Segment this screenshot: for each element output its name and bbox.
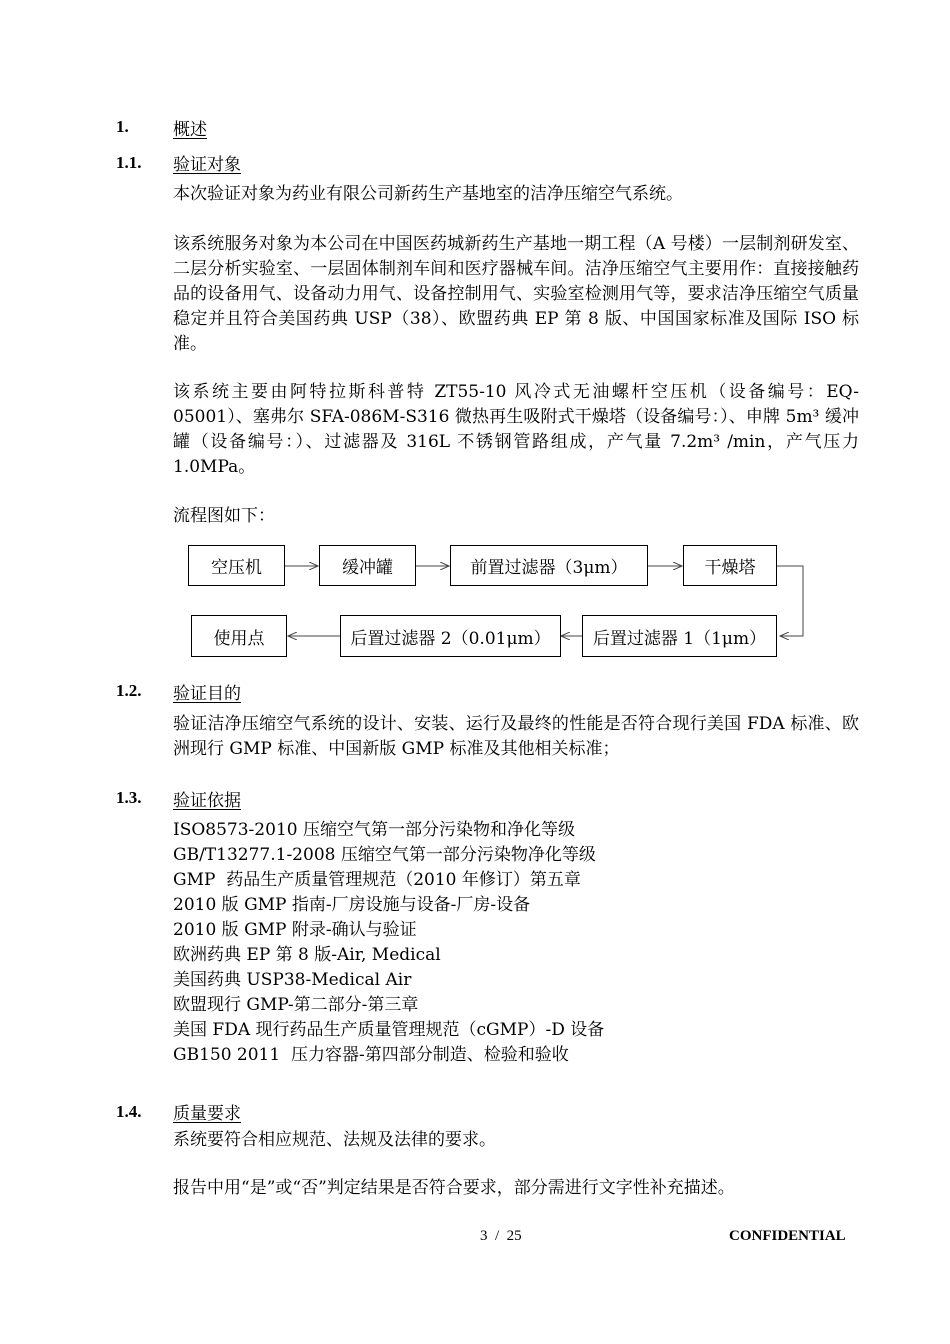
- section-number: 1.4.: [116, 1102, 142, 1121]
- paragraph: 系统要符合相应规范、法规及法律的要求。: [173, 1130, 496, 1150]
- section-number: 1.3.: [116, 788, 142, 807]
- flow-node-buffer-tank: 缓冲罐: [319, 545, 416, 586]
- paragraph: 验证洁净压缩空气系统的设计、安装、运行及最终的性能是否符合现行美国 FDA 标准、欧洲现行 GMP 标准、中国新版 GMP 标准及其他相关标准；: [173, 714, 859, 759]
- paragraph: 报告中用“是”或“否”判定结果是否符合要求，部分需进行文字性补充描述。: [173, 1178, 735, 1198]
- reference-item: 2010 版 GMP 指南-厂房设施与设备-厂房-设备: [173, 895, 531, 915]
- reference-item: 美国 FDA 现行药品生产质量管理规范（cGMP）-D 设备: [173, 1020, 605, 1040]
- section-number: 1.: [116, 117, 129, 136]
- flow-node-dryer: 干燥塔: [683, 545, 777, 586]
- reference-list: [173, 818, 863, 1068]
- flow-node-compressor: 空压机: [188, 545, 285, 586]
- flow-arrow: [777, 566, 803, 636]
- flow-node-post-filter-1: 后置过滤器 1（1μm）: [582, 615, 777, 657]
- reference-item: GB150 2011 压力容器-第四部分制造、检验和验收: [173, 1045, 569, 1065]
- flow-node-post-filter-2: 后置过滤器 2（0.01μm）: [340, 615, 561, 657]
- confidential-label: CONFIDENTIAL: [729, 1228, 846, 1244]
- section-title: 质量要求: [173, 1104, 241, 1124]
- section-title: 验证对象: [173, 155, 241, 175]
- reference-item: GB/T13277.1-2008 压缩空气第一部分污染物净化等级: [173, 845, 596, 865]
- reference-item: 欧洲药典 EP 第 8 版-Air, Medical: [173, 945, 441, 965]
- section-title: 验证依据: [173, 791, 241, 811]
- section-title: 验证目的: [173, 684, 241, 704]
- paragraph: 流程图如下：: [173, 506, 275, 526]
- paragraph: 本次验证对象为药业有限公司新药生产基地室的洁净压缩空气系统。: [173, 184, 683, 204]
- section-number: 1.2.: [116, 681, 142, 700]
- section-number: 1.1.: [116, 153, 142, 172]
- flow-node-pre-filter: 前置过滤器（3μm）: [450, 545, 648, 586]
- reference-item: ISO8573-2010 压缩空气第一部分污染物和净化等级: [173, 820, 575, 840]
- section-title: 概述: [173, 120, 207, 140]
- reference-item: 美国药典 USP38-Medical Air: [173, 970, 412, 990]
- reference-item: 2010 版 GMP 附录-确认与验证: [173, 920, 417, 940]
- paragraph: 该系统服务对象为本公司在中国医药城新药生产基地一期工程（A 号楼）一层制剂研发室、二层分析实验室、一层固体制剂车间和医疗器械车间。洁净压缩空气主要用作：直接接触药品的设备用气、设备动力用气、设备控制用气、实验室检测用气等，要求洁净压缩空气质量稳定并且符合美国药典 USP（38）、欧盟药典 EP 第 8 版、中国国家标准及国际 ISO 标准。: [173, 234, 859, 354]
- flow-node-point-of-use: 使用点: [191, 615, 287, 657]
- page-number: 3 / 25: [480, 1228, 522, 1244]
- reference-item: GMP 药品生产质量管理规范（2010 年修订）第五章: [173, 870, 581, 890]
- reference-item: 欧盟现行 GMP-第二部分-第三章: [173, 995, 419, 1015]
- paragraph: 该系统主要由阿特拉斯科普特 ZT55-10 风冷式无油螺杆空压机（设备编号：EQ-05001）、塞弗尔 SFA-086M-S316 微热再生吸附式干燥塔（设备编号：）、申牌 5m³ 缓冲罐（设备编号：）、过滤器及 316L 不锈钢管路组成，产气量 7.2m³ /min，产气压力 1.0MPa。: [173, 382, 859, 477]
